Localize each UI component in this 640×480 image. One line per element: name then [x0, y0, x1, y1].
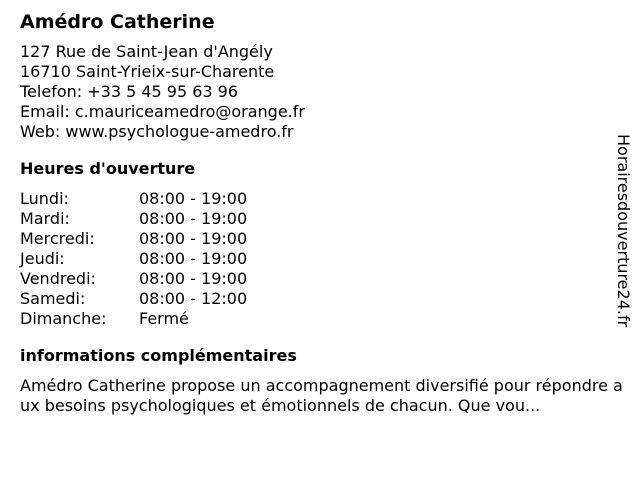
day-label: Lundi:: [20, 189, 69, 208]
business-card: [20, 10, 623, 416]
day-time: 08:00 - 19:00: [139, 209, 248, 228]
day-label: Jeudi:: [20, 249, 65, 268]
day-label: Mardi:: [20, 209, 70, 228]
email-line: Email: c.mauriceamedro@orange.fr: [20, 102, 305, 121]
day-time: 08:00 - 19:00: [139, 189, 248, 208]
hours-row-wednesday: [20, 229, 620, 249]
day-label: Vendredi:: [20, 269, 96, 288]
hours-row-sunday: [20, 309, 620, 329]
hours-heading: Heures d'ouverture: [20, 159, 196, 178]
day-time: 08:00 - 19:00: [139, 249, 248, 268]
hours-row-friday: [20, 269, 620, 289]
hours-table: [20, 189, 620, 329]
day-time: Fermé: [139, 309, 189, 328]
watermark-text: Horairesdouverture24.fr: [614, 134, 633, 328]
hours-row-saturday: [20, 289, 620, 309]
info-description: Amédro Catherine propose un accompagnement diversifié pour répondre aux besoins psychologiques et émotionnels de chacun. Que vou...: [20, 376, 623, 415]
phone-line: Telefon: +33 5 45 95 63 96: [20, 82, 239, 101]
day-label: Samedi:: [20, 289, 86, 308]
web-line: Web: www.psychologue-amedro.fr: [20, 122, 294, 141]
day-label: Mercredi:: [20, 229, 95, 248]
day-label: Dimanche:: [20, 309, 107, 328]
day-time: 08:00 - 12:00: [139, 289, 248, 308]
day-time: 08:00 - 19:00: [139, 229, 248, 248]
info-heading: informations complémentaires: [20, 346, 297, 365]
address-line-2: 16710 Saint-Yrieix-sur-Charente: [20, 62, 275, 81]
hours-row-monday: [20, 189, 620, 209]
business-name: Amédro Catherine: [20, 11, 215, 33]
day-time: 08:00 - 19:00: [139, 269, 248, 288]
hours-row-thursday: [20, 249, 620, 269]
hours-row-tuesday: [20, 209, 620, 229]
address-line-1: 127 Rue de Saint-Jean d'Angély: [20, 42, 273, 61]
